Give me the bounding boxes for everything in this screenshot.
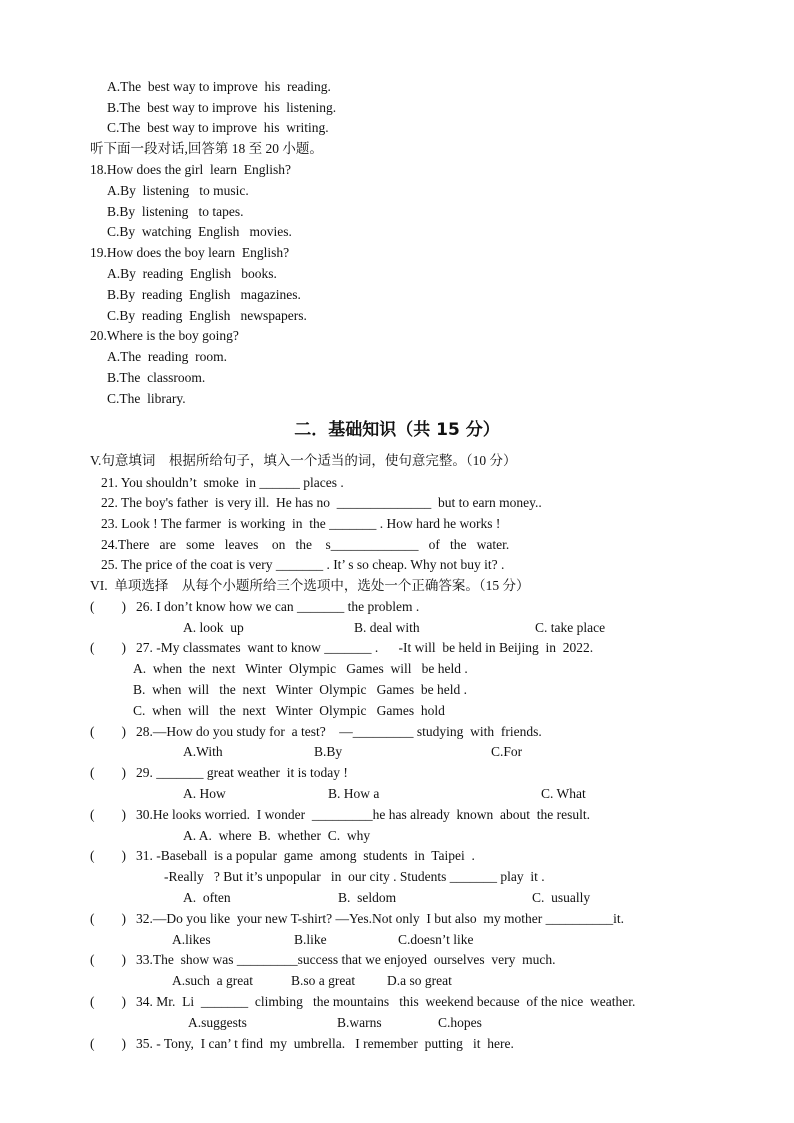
q27-option-a: A. when the next Winter Olympic Games will be held . xyxy=(133,661,468,676)
q28-stem: 28.—How do you study for a test? —_________ studying with friends. xyxy=(136,724,542,739)
q26-option-c: C. take place xyxy=(535,620,606,635)
q18-option-a: A.By listening to music. xyxy=(107,183,249,198)
section-title: 二．基础知识（共 15 分） xyxy=(294,420,500,440)
q24-item: 24.There are some leaves on the s_____________ of the water. xyxy=(101,537,510,552)
q34-option-b: B.warns xyxy=(337,1015,382,1030)
q17-option-c: C.The best way to improve his writing. xyxy=(107,120,329,135)
q20-option-a: A.The reading room. xyxy=(107,349,227,364)
q29-option-a: A. How xyxy=(183,786,226,801)
q34-option-a: A.suggests xyxy=(188,1015,247,1030)
q22-item: 22. The boy's father is very ill. He has no ______________ but to earn money.. xyxy=(101,495,542,510)
q29-option-c: C. What xyxy=(541,786,586,801)
q33-option-a: A.such a great xyxy=(172,973,253,988)
q29-option-b: B. How a xyxy=(328,786,380,801)
q28-option-b: B.By xyxy=(314,744,343,759)
q33-option-c: D.a so great xyxy=(387,973,452,988)
q18-stem: 18.How does the girl learn English? xyxy=(90,162,291,177)
q28-option-a: A.With xyxy=(183,744,223,759)
q32-option-a: A.likes xyxy=(172,932,211,947)
q31-option-b: B. seldom xyxy=(338,890,397,905)
q33-bracket: ( ) xyxy=(90,952,126,967)
q19-option-c: C.By reading English newspapers. xyxy=(107,308,307,323)
q26-stem: 26. I don’t know how we can _______ the problem . xyxy=(136,599,420,614)
q33-stem: 33.The show was _________success that we enjoyed ourselves very much. xyxy=(136,952,556,967)
q29-stem: 29. _______ great weather it is today ! xyxy=(136,765,348,780)
q31-option-a: A. often xyxy=(183,890,231,905)
q17-option-a: A.The best way to improve his reading. xyxy=(107,79,331,94)
q25-item: 25. The price of the coat is very _______ . It’ s so cheap. Why not buy it? . xyxy=(101,557,505,572)
q27-bracket: ( ) xyxy=(90,640,126,655)
q31-stem: 31. -Baseball is a popular game among students in Taipei . xyxy=(136,848,475,863)
q34-bracket: ( ) xyxy=(90,994,126,1009)
q35-stem: 35. - Tony, I can’ t find my umbrella. I remember putting it here. xyxy=(136,1036,514,1051)
listening-instruction: 听下面一段对话,回答第 18 至 20 小题。 xyxy=(90,141,323,156)
q34-option-c: C.hopes xyxy=(438,1015,482,1030)
part6-heading: VI. 单项选择 从每个小题所给三个选项中，选处一个正确答案。（15 分） xyxy=(90,578,530,593)
q32-option-b: B.like xyxy=(294,932,327,947)
q29-bracket: ( ) xyxy=(90,765,126,780)
q18-option-c: C.By watching English movies. xyxy=(107,224,292,239)
q35-bracket: ( ) xyxy=(90,1036,126,1051)
q26-option-b: B. deal with xyxy=(354,620,420,635)
q32-option-c: C.doesn’t like xyxy=(398,932,474,947)
q30-bracket: ( ) xyxy=(90,807,126,822)
q19-option-a: A.By reading English books. xyxy=(107,266,277,281)
q32-bracket: ( ) xyxy=(90,911,126,926)
q20-option-c: C.The library. xyxy=(107,391,186,406)
q30-options: A. A. where B. whether C. why xyxy=(183,828,371,843)
q27-stem: 27. -My classmates want to know _______ . -It will be held in Beijing in 2022. xyxy=(136,640,594,655)
q17-option-b: B.The best way to improve his listening. xyxy=(107,100,337,115)
q21-item: 21. You shouldn’t smoke in ______ places . xyxy=(101,475,344,490)
q28-option-c: C.For xyxy=(491,744,523,759)
q27-option-b: B. when will the next Winter Olympic Games be held . xyxy=(133,682,468,697)
q19-stem: 19.How does the boy learn English? xyxy=(90,245,290,260)
q23-item: 23. Look ! The farmer is working in the _______ . How hard he works ! xyxy=(101,516,501,531)
q18-option-b: B.By listening to tapes. xyxy=(107,204,244,219)
q28-bracket: ( ) xyxy=(90,724,126,739)
q33-option-b: B.so a great xyxy=(291,973,356,988)
q20-stem: 20.Where is the boy going? xyxy=(90,328,239,343)
q26-option-a: A. look up xyxy=(183,620,244,635)
q34-stem: 34. Mr. Li _______ climbing the mountains this weekend because of the nice weather. xyxy=(136,994,636,1009)
q31-bracket: ( ) xyxy=(90,848,126,863)
q31-option-c: C. usually xyxy=(532,890,591,905)
q27-option-c: C. when will the next Winter Olympic Games hold xyxy=(133,703,445,718)
q19-option-b: B.By reading English magazines. xyxy=(107,287,301,302)
q31-stem-reply: -Really ? But it’s unpopular in our city . Students _______ play it . xyxy=(164,869,545,884)
q20-option-b: B.The classroom. xyxy=(107,370,206,385)
q30-stem: 30.He looks worried. I wonder _________he has already known about the result. xyxy=(136,807,591,822)
q32-stem: 32.—Do you like your new T-shirt? —Yes.Not only I but also my mother __________it. xyxy=(136,911,624,926)
q26-bracket: ( ) xyxy=(90,599,126,614)
part5-heading: V.句意填词 根据所给句子，填入一个适当的词，使句意完整。（10 分） xyxy=(90,453,517,468)
